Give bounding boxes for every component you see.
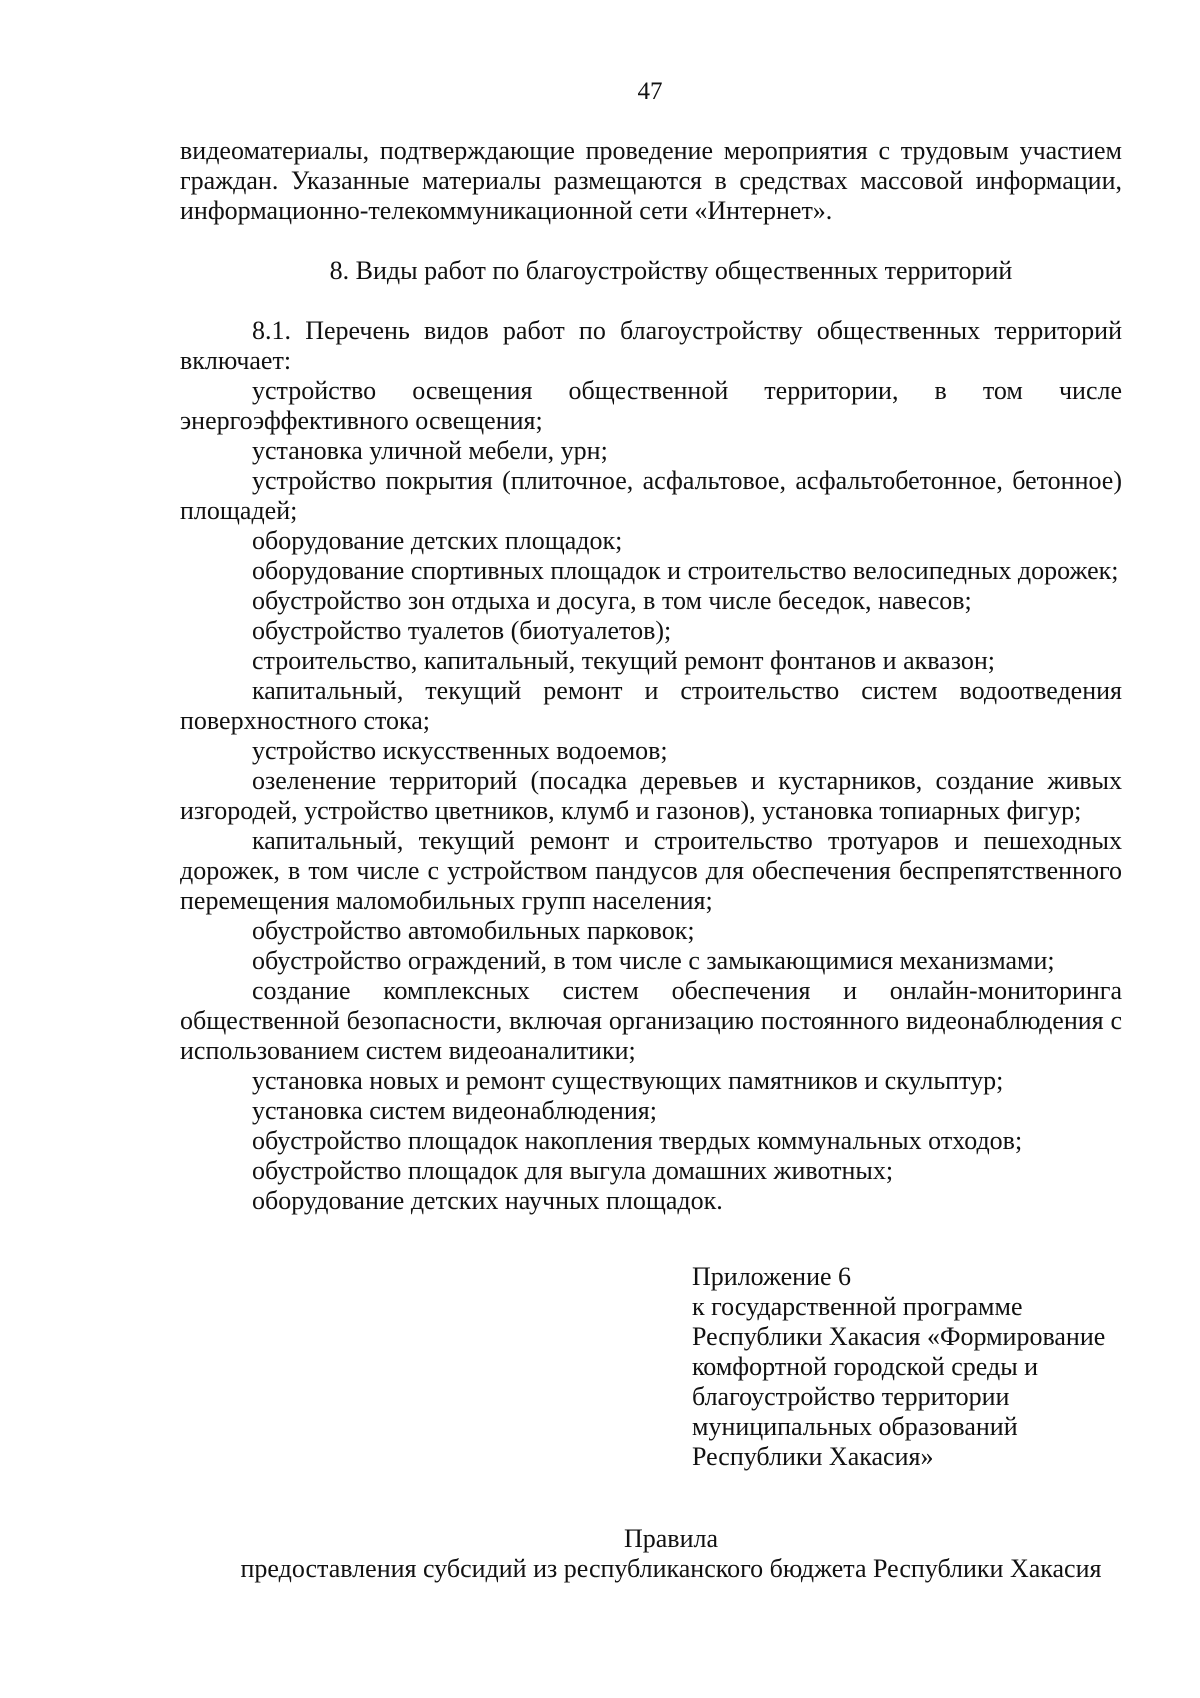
list-item: устройство искусственных водоемов; (252, 736, 668, 765)
list-item: установка систем видеонаблюдения; (252, 1096, 657, 1125)
appendix-line: муниципальных образований (692, 1412, 1018, 1441)
list-item: капитальный, текущий ремонт и строительство тротуаров и пешеходных дорожек, в том числе с устройством пандусов для обеспечения беспрепятственного перемещения маломобильных групп населения; (180, 826, 1122, 915)
appendix-line: комфортной городской среды и (692, 1352, 1039, 1381)
list-item: оборудование детских площадок; (252, 526, 623, 555)
list-item: устройство покрытия (плиточное, асфальтовое, асфальтобетонное, бетонное) площадей; (180, 466, 1122, 525)
appendix-line: Приложение 6 (692, 1262, 852, 1291)
appendix-block (692, 1262, 1122, 1472)
page-number: 47 (637, 78, 663, 105)
appendix-line: Республики Хакасия «Формирование (692, 1322, 1106, 1351)
list-item: установка уличной мебели, урн; (252, 436, 608, 465)
work-list (180, 376, 1122, 1216)
list-item: установка новых и ремонт существующих памятников и скульптур; (252, 1066, 1004, 1095)
appendix-line: Республики Хакасия» (692, 1442, 934, 1471)
list-item: оборудование спортивных площадок и строительство велосипедных дорожек; (252, 556, 1119, 585)
appendix-line: к государственной программе (692, 1292, 1023, 1321)
list-item: устройство освещения общественной территории, в том числе энергоэффективного освещения; (180, 376, 1122, 435)
list-item: создание комплексных систем обеспечения и онлайн-мониторинга общественной безопасности, включая организацию постоянного видеонаблюдения с использованием систем видеоаналитики; (180, 976, 1122, 1065)
intro-paragraph: видеоматериалы, подтверждающие проведение мероприятия с трудовым участием граждан. Указанные материалы размещаются в средствах массовой информации, информационно-телекоммуникационной сети «Интернет». (180, 136, 1122, 225)
list-item: строительство, капитальный, текущий ремонт фонтанов и аквазон; (252, 646, 995, 675)
rules-title: Правила (623, 1524, 719, 1553)
section-heading: 8. Виды работ по благоустройству общественных территорий (329, 256, 1013, 285)
list-item: обустройство площадок накопления твердых коммунальных отходов; (252, 1126, 1023, 1155)
list-item: обустройство туалетов (биотуалетов); (252, 616, 672, 645)
list-item: озеленение территорий (посадка деревьев и кустарников, создание живых изгородей, устройство цветников, клумб и газонов), установка топиарных фигур; (180, 766, 1122, 825)
list-item: капитальный, текущий ремонт и строительство систем водоотведения поверхностного стока; (180, 676, 1122, 735)
list-item: обустройство ограждений, в том числе с замыкающимися механизмами; (252, 946, 1055, 975)
list-item: обустройство площадок для выгула домашних животных; (252, 1156, 894, 1185)
appendix-line: благоустройство территории (692, 1382, 1010, 1411)
list-item: обустройство автомобильных парковок; (252, 916, 695, 945)
document-body (180, 136, 1122, 1584)
list-item: обустройство зон отдыха и досуга, в том числе беседок, навесов; (252, 586, 972, 615)
section-intro: 8.1. Перечень видов работ по благоустройству общественных территорий включает: (180, 316, 1122, 375)
list-item: оборудование детских научных площадок. (252, 1186, 723, 1215)
rules-subtitle: предоставления субсидий из республиканского бюджета Республики Хакасия (240, 1554, 1102, 1583)
